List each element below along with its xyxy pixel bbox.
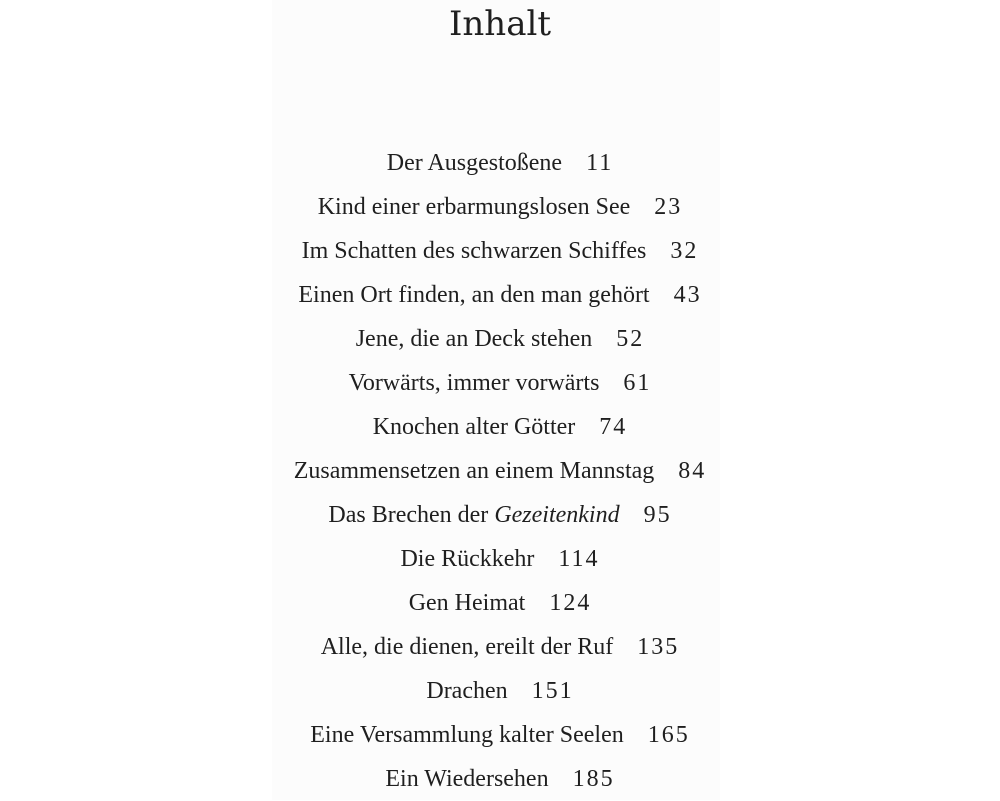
toc-entry-title: Drachen — [426, 678, 508, 704]
toc-entry-page: 114 — [558, 546, 600, 572]
toc-entry-title: Alle, die dienen, ereilt der Ruf — [320, 634, 614, 660]
toc-entry — [0, 493, 1000, 537]
toc-entry — [0, 317, 1000, 361]
toc-entry-page: 23 — [654, 194, 683, 220]
toc-entry — [0, 449, 1000, 493]
toc-entry — [0, 713, 1000, 757]
toc-entry-page: 61 — [623, 370, 652, 396]
toc-entry-page: 32 — [670, 238, 699, 264]
toc-entry-title: Das Brechen der — [328, 502, 489, 528]
toc-entry — [0, 229, 1000, 273]
toc-entry — [0, 361, 1000, 405]
toc-entry-title: Vorwärts, immer vorwärts — [348, 370, 600, 396]
toc-entry-page: 52 — [616, 326, 645, 352]
toc-entry — [0, 141, 1000, 185]
toc-entry-title: Einen Ort finden, an den man gehört — [298, 282, 650, 308]
toc-entry-title: Ein Wiedersehen — [385, 766, 549, 792]
page-title: Inhalt — [448, 4, 552, 44]
toc-entry-page: 165 — [647, 722, 690, 748]
table-of-contents — [0, 141, 1000, 801]
toc-entry — [0, 757, 1000, 801]
toc-entry-page: 151 — [531, 678, 574, 704]
toc-entry-page: 124 — [549, 590, 592, 616]
toc-entry — [0, 669, 1000, 713]
toc-entry-title: Jene, die an Deck stehen — [355, 326, 593, 352]
toc-entry-title: Im Schatten des schwarzen Schiffes — [301, 238, 647, 264]
toc-entry-page: 84 — [678, 458, 707, 484]
toc-entry-title: Eine Versammlung kalter Seelen — [310, 722, 624, 748]
toc-entry-page: 43 — [673, 282, 702, 308]
toc-entry-title: Der Ausgestoßene — [386, 150, 563, 176]
toc-entry — [0, 405, 1000, 449]
toc-entry — [0, 537, 1000, 581]
toc-entry-page: 135 — [637, 634, 680, 660]
toc-entry-page: 185 — [572, 766, 615, 792]
toc-entry-title-italic: Gezeitenkind — [494, 502, 620, 528]
toc-entry — [0, 581, 1000, 625]
toc-entry — [0, 625, 1000, 669]
toc-entry-page: 11 — [586, 150, 614, 176]
toc-entry-title: Zusammensetzen an einem Mannstag — [293, 458, 655, 484]
toc-entry-title: Gen Heimat — [408, 590, 526, 616]
toc-entry-page: 74 — [599, 414, 628, 440]
toc-entry-title: Knochen alter Götter — [372, 414, 576, 440]
toc-entry-page: 95 — [643, 502, 672, 528]
toc-entry-title: Die Rückkehr — [400, 546, 535, 572]
toc-entry — [0, 273, 1000, 317]
toc-entry — [0, 185, 1000, 229]
toc-entry-title: Kind einer erbarmungslosen See — [317, 194, 631, 220]
